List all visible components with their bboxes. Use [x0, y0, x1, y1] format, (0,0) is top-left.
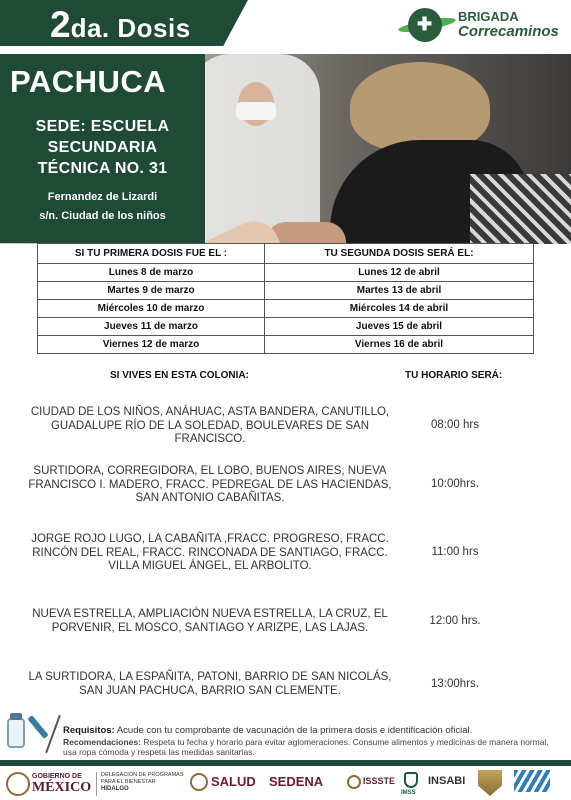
horario-header: TU HORARIO SERÁ:: [405, 370, 503, 381]
photo-scarf: [470, 174, 571, 244]
horario-time: 11:00 hrs: [431, 546, 479, 558]
hidalgo-shield-icon: [478, 770, 502, 796]
horario-time: 08:00 hrs: [431, 419, 479, 431]
sedena-logo: SEDENA: [269, 774, 324, 789]
sede-text: [0, 116, 205, 179]
first-dose-date: Lunes 8 de marzo: [38, 264, 265, 282]
horario-time: 13:00hrs.: [431, 678, 479, 690]
second-dose-date: Jueves 15 de abril: [265, 318, 534, 336]
requirements-text: [63, 725, 563, 736]
colonia-list: LA SURTIDORA, LA ESPAÑITA, PATONI, BARRIO DE SAN NICOLÁS, SAN JUAN PACHUCA, BARRIO SAN CLEMENTE.: [28, 671, 392, 697]
second-dose-date: Viernes 16 de abril: [265, 336, 534, 354]
table-row: [38, 300, 534, 318]
sede-line: SEDE: ESCUELA: [35, 118, 170, 135]
req-label: Requisitos:: [63, 725, 115, 736]
city-title: PACHUCA: [10, 64, 167, 99]
first-dose-date: Viernes 12 de marzo: [38, 336, 265, 354]
vaccine-vial-icon: [7, 718, 25, 748]
header-second-dose: TU SEGUNDA DOSIS SERÁ EL:: [265, 244, 534, 264]
gobierno-emblem-icon: [6, 772, 30, 796]
photo-patient-hair: [350, 62, 490, 152]
rec-label: Recomendaciones:: [63, 737, 141, 747]
deleg-line: PARA EL BIENESTAR: [101, 779, 156, 785]
colonia-list: NUEVA ESTRELLA, AMPLIACIÓN NUEVA ESTRELLA, LA CRUZ, EL PORVENIR, EL MOSCO, SANTIAGO Y ARIZPE, LAS LAJAS.: [32, 608, 388, 634]
sede-line: SECUNDARIA: [47, 139, 158, 156]
issste-emblem-icon: [347, 775, 361, 789]
delegacion-text: [101, 772, 186, 793]
colonia-list: SURTIDORA, CORREGIDORA, EL LOBO, BUENOS AIRES, NUEVA FRANCISCO I. MADERO, FRACC. PEDREGAL DE LAS HACIENDAS, SAN ANTONIO CABAÑITAS.: [28, 465, 392, 504]
address-line: s/n. Ciudad de los niños: [39, 210, 166, 222]
sede-line: TÉCNICA NO. 31: [37, 160, 168, 177]
insabi-logo: INSABI: [428, 775, 466, 787]
rec-body: Respeta tu fecha y horario para evitar aglomeraciones. Consume alimentos y medicinas de manera normal, usa ropa cómoda y respeta las medidas sanitarias.: [63, 737, 549, 757]
gob-top-text: GOBIERNO DE: [32, 773, 82, 780]
deleg-line: HIDALGO: [101, 786, 129, 792]
requirements-box: [5, 710, 566, 760]
brigada-logo: [398, 8, 563, 44]
brand-bottom-text: Correcaminos: [458, 23, 559, 40]
brand-top-text: BRIGADA: [458, 9, 519, 24]
dose-label: da. Dosis: [70, 13, 191, 43]
header-first-dose: SI TU PRIMERA DOSIS FUE EL :: [38, 244, 265, 264]
footer-logos: [0, 766, 571, 800]
req-body: Acude con tu comprobante de vacunación de la primera dosis e identificación oficial.: [114, 725, 473, 736]
imss-logo: IMSS: [401, 790, 416, 796]
first-dose-date: Jueves 11 de marzo: [38, 318, 265, 336]
table-row: [38, 282, 534, 300]
dose-date-table: [37, 243, 534, 354]
second-dose-date: Martes 13 de abril: [265, 282, 534, 300]
dose-title: [50, 4, 191, 46]
horario-time: 12:00 hrs.: [429, 615, 481, 627]
table-row: [38, 318, 534, 336]
issste-logo: ISSSTE: [363, 776, 396, 786]
deleg-line: DELEGACIÓN DE PROGRAMAS: [101, 772, 184, 778]
first-dose-date: Miércoles 10 de marzo: [38, 300, 265, 318]
syringe-icon: [27, 715, 48, 739]
salud-logo: SALUD: [211, 774, 256, 789]
horario-time: 10:00hrs.: [431, 478, 479, 490]
first-dose-date: Martes 9 de marzo: [38, 282, 265, 300]
table-row: [38, 336, 534, 354]
colonia-list: CIUDAD DE LOS NIÑOS, ANÁHUAC, ASTA BANDERA, CANUTILLO, GUADALUPE RÍO DE LA SOLEDAD, BOULEVARES DE SAN FRANCISCO.: [30, 406, 390, 445]
cross-icon: ✚: [417, 14, 433, 34]
address-text: [0, 188, 205, 226]
recommendations-text: [63, 737, 563, 757]
imss-emblem-icon: [404, 772, 418, 788]
photo-mask: [236, 102, 276, 120]
gob-main-text: MÉXICO: [32, 780, 92, 795]
colonia-header: SI VIVES EN ESTA COLONIA:: [110, 370, 249, 381]
second-dose-date: Miércoles 14 de abril: [265, 300, 534, 318]
site-panel: [0, 54, 205, 243]
dose-number: 2: [50, 4, 71, 45]
second-dose-date: Lunes 12 de abril: [265, 264, 534, 282]
ssh-logo-icon: [514, 770, 550, 792]
vial-cap-icon: [10, 713, 22, 720]
address-line: Fernandez de Lizardi: [47, 191, 158, 203]
footer-separator: [96, 772, 97, 796]
table-header-row: [38, 244, 534, 264]
salud-emblem-icon: [190, 773, 208, 791]
table-row: [38, 264, 534, 282]
colonia-list: JORGE ROJO LUGO, LA CABAÑITA ,FRACC. PROGRESO, FRACC. RINCÓN DEL REAL, FRACC. RINCONADA DE SANTIAGO, FRACC. VILLA MIGUEL ÁNGEL, EL ARBOLITO.: [31, 533, 389, 572]
